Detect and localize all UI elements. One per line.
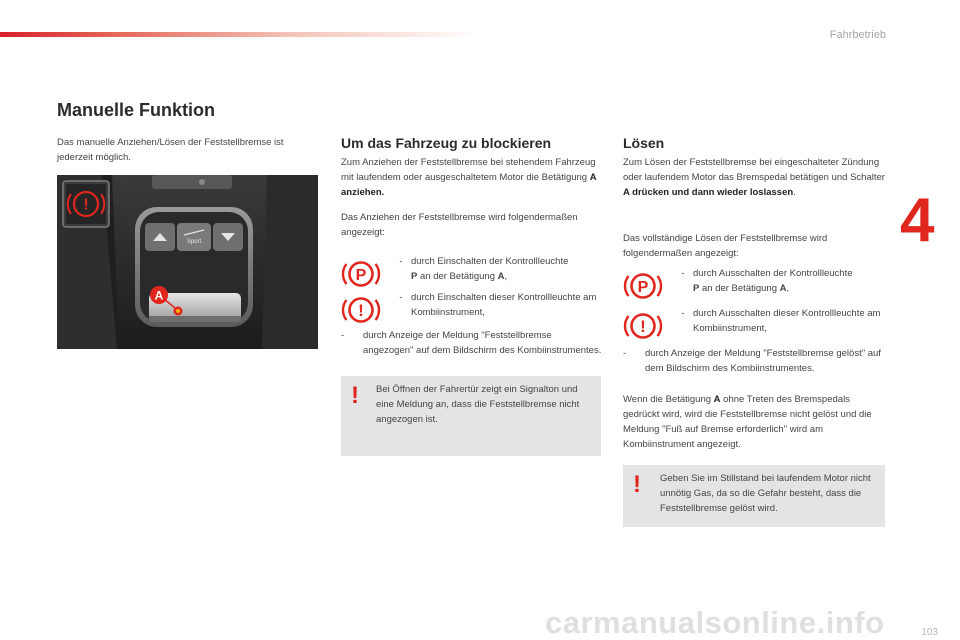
block-item-1-text: durch Einschalten der Kontrollleuchte P an der Betätigung A, bbox=[411, 256, 569, 282]
release-item-message bbox=[623, 346, 885, 376]
block-item-lamp-p bbox=[341, 254, 603, 294]
brake-warning-icon bbox=[341, 290, 381, 330]
svg-text:!: ! bbox=[640, 317, 646, 336]
release-item-2-text: durch Ausschalten dieser Kontrollleuchte am Kombiinstrument, bbox=[693, 308, 881, 334]
block-paragraph-1: Zum Anziehen der Feststellbremse bei stehendem Fahrzeug mit laufendem oder ausgeschaltetem Motor die Betätigung A anziehen. bbox=[341, 157, 597, 198]
block-warning-text: Bei Öffnen der Fahrertür zeigt ein Signalton und eine Meldung an, dass die Feststellbremse nicht angezogen ist. bbox=[376, 384, 580, 425]
chapter-number: 4 bbox=[900, 186, 935, 255]
block-item-3-text: durch Anzeige der Meldung "Feststellbremse angezogen" auf dem Bildschirm des Kombiinstrumentes. bbox=[363, 330, 602, 356]
block-item-message bbox=[341, 328, 603, 358]
svg-text:P: P bbox=[355, 267, 367, 284]
release-paragraph-3: Wenn die Betätigung A ohne Treten des Bremspedals gedrückt wird, wird die Feststellbremse nicht gelöst und die Meldung "Fuß auf Bremse erforderlich" wird am Kombiinstrument angezeigt. bbox=[623, 394, 872, 450]
release-paragraph-1: Zum Lösen der Feststellbremse bei eingeschalteter Zündung oder laufendem Motor das Bremspedal betätigen und Schalter A drücken und dann wieder loslassen. bbox=[623, 157, 885, 198]
section-label: Fahrbetrieb bbox=[829, 29, 886, 41]
header-accent-stripe bbox=[0, 32, 480, 37]
intro-text: Das manuelle Anziehen/Lösen der Feststellbremse ist jederzeit möglich. bbox=[57, 137, 284, 163]
release-item-lamp-excl bbox=[623, 306, 885, 346]
release-item-1-text: durch Ausschalten der Kontrollleuchte P an der Betätigung A, bbox=[693, 268, 853, 294]
list-dash: - bbox=[399, 256, 403, 267]
list-dash: - bbox=[681, 268, 685, 279]
svg-text:A: A bbox=[154, 288, 164, 303]
svg-text:Sport: Sport bbox=[186, 239, 202, 245]
warning-exclamation-icon: ! bbox=[351, 382, 359, 409]
release-item-3-text: durch Anzeige der Meldung "Feststellbremse gelöst" auf dem Bildschirm des Kombiinstrumentes. bbox=[645, 348, 881, 374]
release-warning-note bbox=[623, 465, 885, 527]
list-dash: - bbox=[341, 330, 345, 341]
release-heading: Lösen bbox=[623, 135, 665, 151]
block-paragraph-2: Das Anziehen der Feststellbremse wird folgendermaßen angezeigt: bbox=[341, 212, 578, 238]
list-dash: - bbox=[623, 348, 627, 359]
list-dash: - bbox=[399, 292, 403, 303]
page-title: Manuelle Funktion bbox=[57, 100, 216, 120]
page-number: 103 bbox=[921, 627, 938, 638]
parking-p-icon bbox=[341, 254, 381, 294]
watermark: carmanualsonline.info bbox=[545, 605, 885, 640]
block-warning-note bbox=[341, 376, 601, 456]
release-item-lamp-p bbox=[623, 266, 885, 306]
svg-text:!: ! bbox=[358, 301, 364, 320]
warning-exclamation-icon: ! bbox=[633, 471, 641, 498]
block-heading: Um das Fahrzeug zu blockieren bbox=[341, 135, 552, 151]
list-dash: - bbox=[681, 308, 685, 319]
parking-brake-photo bbox=[57, 175, 318, 349]
block-item-lamp-excl bbox=[341, 290, 603, 330]
parking-p-icon bbox=[623, 266, 663, 306]
block-item-2-text: durch Einschalten dieser Kontrollleuchte am Kombiinstrument, bbox=[411, 292, 597, 318]
svg-text:!: ! bbox=[83, 196, 89, 214]
release-warning-text: Geben Sie im Stillstand bei laufendem Motor nicht unnötig Gas, da so die Gefahr besteht, dass die Feststellbremse gelöst wird. bbox=[660, 473, 871, 514]
brake-warning-icon bbox=[623, 306, 663, 346]
release-paragraph-2: Das vollständige Lösen der Feststellbremse wird folgendermaßen angezeigt: bbox=[623, 233, 828, 259]
svg-text:P: P bbox=[637, 279, 649, 296]
release-section bbox=[623, 134, 885, 464]
